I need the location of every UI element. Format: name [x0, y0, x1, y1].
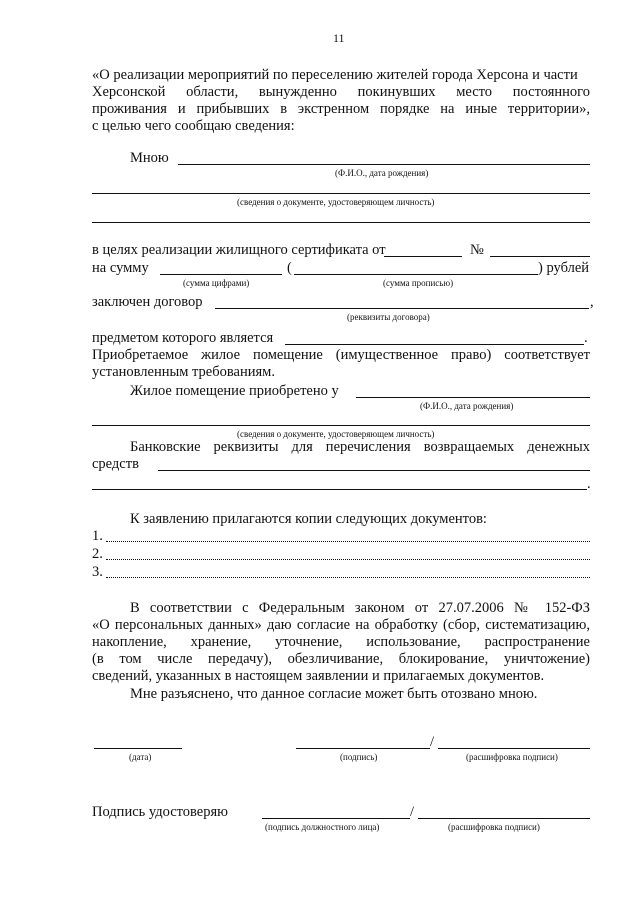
official-signature-field[interactable] [262, 818, 410, 819]
bank-field-2[interactable] [92, 489, 587, 490]
bank-field-1[interactable] [158, 470, 590, 471]
attachment-number-1: 1. [92, 528, 103, 544]
attachment-field-3[interactable] [106, 577, 590, 578]
sum-close-paren: ) рублей [538, 260, 590, 276]
contract-caption: (реквизиты договора) [347, 312, 430, 322]
consent-line-2: «О персональных данных» даю согласие на обработку (сбор, систематизацию, [92, 617, 590, 633]
fio-caption: (Ф.И.О., дата рождения) [335, 168, 429, 178]
intro-line-1: «О реализации мероприятий по переселению жителей города Херсона и части [92, 67, 578, 83]
attachments-heading: К заявлению прилагаются копии следующих документов: [130, 511, 487, 527]
sum-digits-field[interactable] [160, 274, 282, 275]
consent-line-5: сведений, указанных в настоящем заявлении и прилагаемых документов. [92, 668, 545, 684]
official-signature-caption: (подпись должностного лица) [265, 822, 380, 832]
official-decode-caption: (расшифровка подписи) [448, 822, 540, 832]
signature-caption: (подпись) [340, 752, 378, 762]
signature-slash: / [430, 734, 435, 750]
contract-label: заключен договор [92, 294, 203, 310]
official-decode-field[interactable] [418, 818, 590, 819]
date-caption: (дата) [129, 752, 152, 762]
subject-label: предметом которого является [92, 330, 274, 346]
certificate-number-sign: № [470, 242, 484, 258]
signature-decode-field[interactable] [438, 748, 590, 749]
conformity-line-1: Приобретаемое жилое помещение (имущественное право) соответствует [92, 347, 590, 363]
sum-label: на сумму [92, 260, 149, 276]
bank-end: . [587, 476, 591, 492]
certificate-date-field[interactable] [384, 256, 462, 257]
attachment-number-2: 2. [92, 546, 103, 562]
consent-line-3: накопление, хранение, уточнение, использование, распространение [92, 634, 590, 650]
date-field[interactable] [94, 748, 182, 749]
certificate-text: в целях реализации жилищного сертификата от [92, 242, 386, 258]
mnoyu-label: Мною [130, 150, 169, 166]
acquired-label: Жилое помещение приобретено у [130, 383, 339, 399]
certify-slash: / [410, 804, 415, 820]
seller-doc-field[interactable] [92, 425, 590, 426]
sum-words-caption: (сумма прописью) [383, 278, 454, 288]
certificate-number-field[interactable] [490, 256, 590, 257]
identity-doc-field[interactable] [92, 193, 590, 194]
consent-line-1: В соответствии с Федеральным законом от 27.07.2006 № 152-ФЗ [130, 600, 590, 616]
revocable-text: Мне разъяснено, что данное согласие может быть отозвано мною. [130, 686, 538, 702]
signature-field[interactable] [296, 748, 430, 749]
intro-line-4: с целью чего сообщаю сведения: [92, 118, 295, 134]
bank-line-1: Банковские реквизиты для перечисления возвращаемых денежных [130, 439, 590, 455]
subject-end: . [584, 330, 588, 346]
subject-field[interactable] [285, 344, 584, 345]
consent-line-4: (в том числе передачу), обезличивание, блокирование, уничтожение) [92, 651, 590, 667]
intro-line-3: проживания и прибывших в экстренном порядке на иные территории», [92, 101, 590, 117]
page-number: 11 [333, 31, 345, 45]
contract-end: , [590, 294, 594, 310]
bank-line-2: средств [92, 456, 139, 472]
attachment-field-2[interactable] [106, 559, 590, 560]
sum-open-paren: ( [287, 260, 292, 276]
identity-doc-field-2[interactable] [92, 222, 590, 223]
attachment-field-1[interactable] [106, 541, 590, 542]
seller-fio-field[interactable] [356, 397, 590, 398]
attachment-number-3: 3. [92, 564, 103, 580]
fio-field[interactable] [178, 164, 590, 165]
conformity-line-2: установленным требованиям. [92, 364, 275, 380]
identity-doc-caption: (сведения о документе, удостоверяющем личность) [237, 197, 435, 207]
certify-label: Подпись удостоверяю [92, 804, 228, 820]
seller-fio-caption: (Ф.И.О., дата рождения) [420, 401, 514, 411]
intro-line-2: Херсонской области, вынужденно покинувших место постоянного [92, 84, 590, 100]
seller-doc-caption: (сведения о документе, удостоверяющем личность) [237, 429, 435, 439]
sum-words-field[interactable] [294, 274, 538, 275]
sum-digits-caption: (сумма цифрами) [183, 278, 250, 288]
contract-field[interactable] [215, 308, 589, 309]
signature-decode-caption: (расшифровка подписи) [466, 752, 558, 762]
